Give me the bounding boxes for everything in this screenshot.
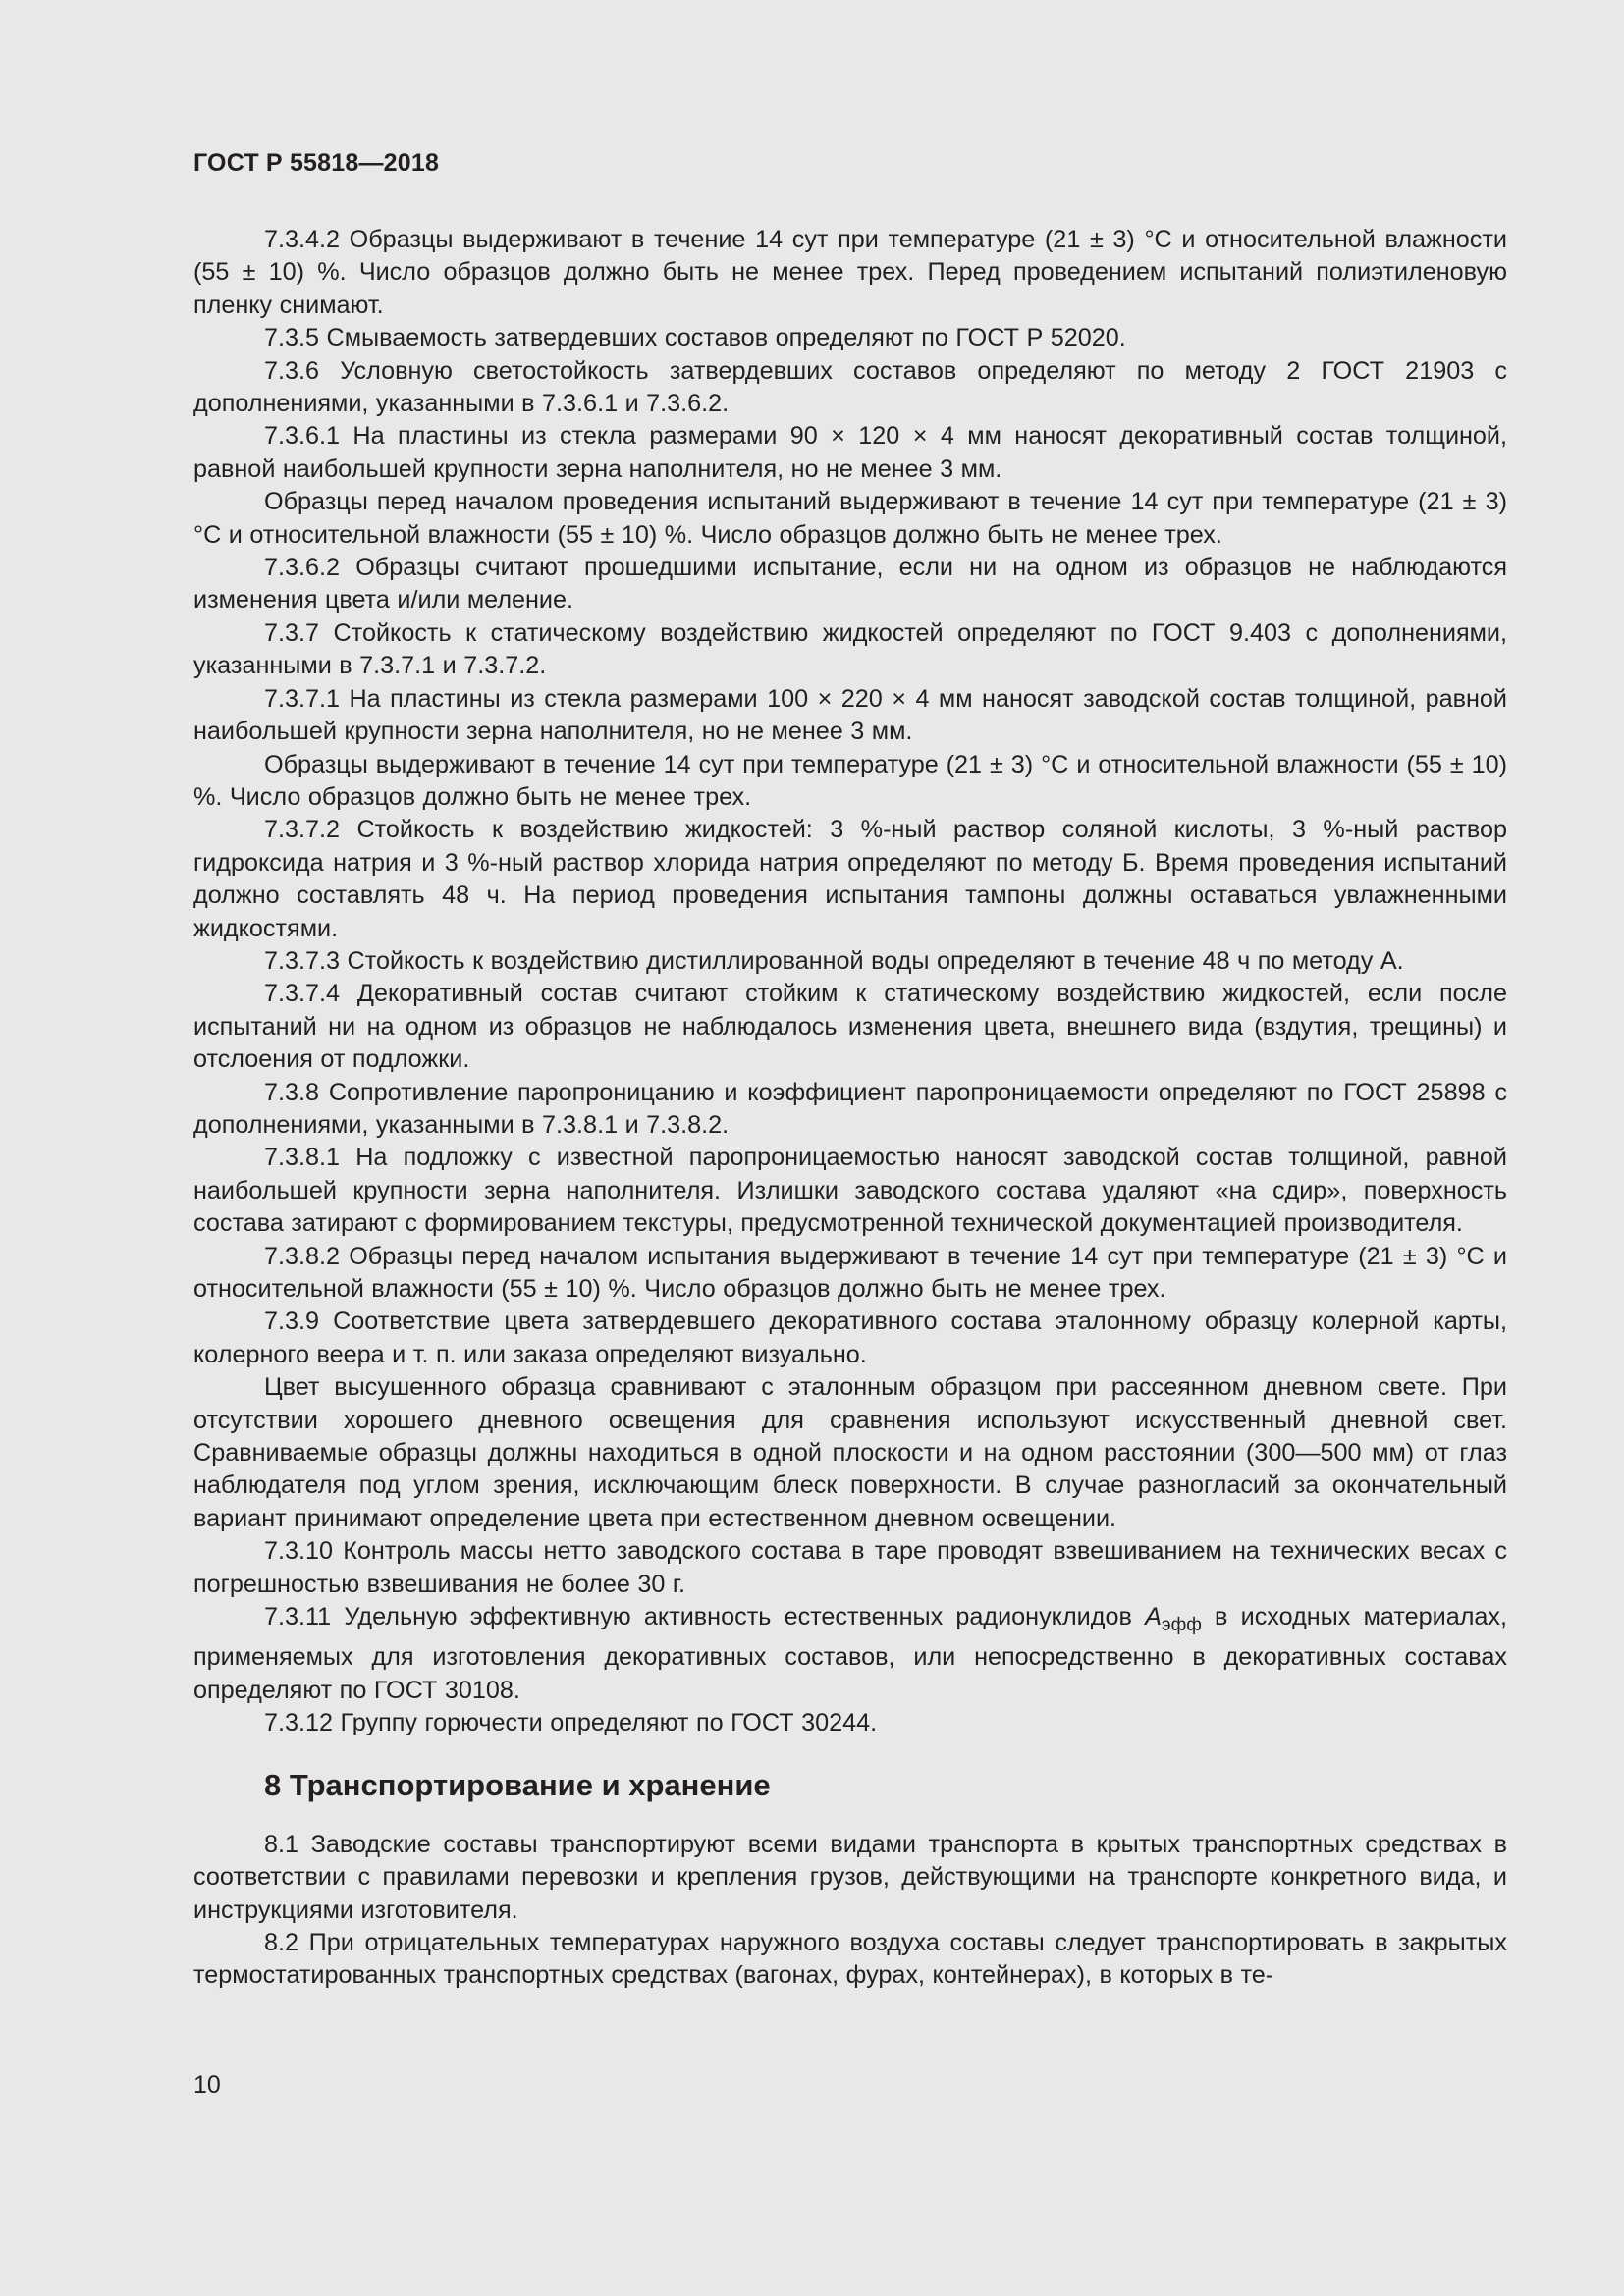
paragraph-7-3-7-1: 7.3.7.1 На пластины из стекла размерами 100 × 220 × 4 мм наносят заводской состав толщиной, равной наибольшей крупности зерна наполнителя, но не менее 3 мм. <box>193 684 1507 746</box>
paragraph-7-3-7-2: 7.3.7.2 Стойкость к воздействию жидкостей: 3 %-ный раствор соляной кислоты, 3 %-ный раствор гидроксида натрия и 3 %-ный раствор хлорида натрия определяют по методу Б. Время проведения испытаний должно составлять 48 ч. На период проведения испытания тампоны должны оставаться увлажненными жидкостями. <box>193 816 1507 942</box>
paragraph-7-3-7-1-samples: Образцы выдерживают в течение 14 сут при температуре (21 ± 3) °С и относительной влажности (55 ± 10) %. Число образцов должно быть не менее трех. <box>193 750 1507 811</box>
paragraph-7-3-10: 7.3.10 Контроль массы нетто заводского состава в таре проводят взвешиванием на технических весах с погрешностью взвешивания не более 30 г. <box>193 1537 1507 1598</box>
paragraph-7-3-8-2: 7.3.8.2 Образцы перед началом испытания выдерживают в течение 14 сут при температуре (21 ± 3) °С и относительной влажности (55 ± 10) %. Число образцов должно быть не менее трех. <box>193 1242 1507 1303</box>
paragraph-8-2: 8.2 При отрицательных температурах наружного воздуха составы следует транспортировать в закрытых термостатированных транспортных средствах (вагонах, фурах, контейнерах), в которых в те- <box>193 1928 1507 1990</box>
paragraph-7-3-7-3: 7.3.7.3 Стойкость к воздействию дистиллированной воды определяют в течение 48 ч по методу А. <box>264 946 1404 975</box>
paragraph-7-3-9: 7.3.9 Соответствие цвета затвердевшего декоративного состава эталонному образцу колерной карты, колерного веера и т. п. или заказа определяют визуально. <box>193 1308 1507 1368</box>
paragraph-7-3-12: 7.3.12 Группу горючести определяют по ГОСТ 30244. <box>264 1709 878 1737</box>
paragraph-7-3-8-1: 7.3.8.1 На подложку с известной паропроницаемостью наносят заводской состав толщиной, равной наибольшей крупности зерна наполнителя. Излишки заводского состава удаляют «на сдир», поверхность состава затирают с формированием текстуры, предусмотренной технической документацией производителя. <box>193 1144 1507 1238</box>
paragraph-8-1: 8.1 Заводские составы транспортируют всеми видами транспорта в крытых транспортных средствах в соответствии с правилами перевозки и крепления грузов, действующими на транспорте конкретного вида, и инструкциями изготовителя. <box>193 1830 1507 1924</box>
paragraph-7-3-7: 7.3.7 Стойкость к статическому воздействию жидкостей определяют по ГОСТ 9.403 с дополнениями, указанными в 7.3.7.1 и 7.3.7.2. <box>193 618 1507 680</box>
paragraph-7-3-11-rest: в исходных материалах, применяемых для изготовления декоративных составов, или непосредственно в декоративных составах определяют по ГОСТ 30108. <box>193 1603 1508 1704</box>
activity-subscript: эфф <box>1161 1615 1202 1636</box>
paragraph-7-3-6-1: 7.3.6.1 На пластины из стекла размерами 90 × 120 × 4 мм наносят декоративный состав толщиной, равной наибольшей крупности зерна наполнителя, но не менее 3 мм. <box>193 422 1507 483</box>
section-8-title: 8 Транспортирование и хранение <box>264 1767 771 1802</box>
paragraph-7-3-6-1-samples: Образцы перед началом проведения испытаний выдерживают в течение 14 сут при температуре (21 ± 3) °С и относительной влажности (55 ± 10) %. Число образцов должно быть не менее трех. <box>193 488 1507 549</box>
paragraph-7-3-7-4: 7.3.7.4 Декоративный состав считают стойким к статическому воздействию жидкостей, если после испытаний ни на одном из образцов не наблюдалось изменения цвета, внешнего вида (вздутия, трещины) и отслоения от подложки. <box>193 980 1507 1074</box>
paragraph-7-3-8: 7.3.8 Сопротивление паропроницанию и коэффициент паропроницаемости определяют по ГОСТ 25898 с дополнениями, указанными в 7.3.8.1 и 7.3.8.2. <box>193 1078 1507 1139</box>
paragraph-7-3-5: 7.3.5 Смываемость затвердевших составов определяют по ГОСТ Р 52020. <box>264 324 1126 352</box>
page-number: 10 <box>193 2071 221 2099</box>
document-body <box>193 224 1507 1993</box>
paragraph-7-3-6: 7.3.6 Условную светостойкость затвердевших составов определяют по методу 2 ГОСТ 21903 с дополнениями, указанными в 7.3.6.1 и 7.3.6.2. <box>193 356 1507 418</box>
paragraph-7-3-6-2: 7.3.6.2 Образцы считают прошедшими испытание, если ни на одном из образцов не наблюдаются изменения цвета и/или меление. <box>193 554 1507 614</box>
paragraph-7-3-4-2: 7.3.4.2 Образцы выдерживают в течение 14 сут при температуре (21 ± 3) °С и относительной влажности (55 ± 10) %. Число образцов должно быть не менее трех. Перед проведением испытаний полиэтиленовую пленку снимают. <box>193 226 1507 319</box>
paragraph-7-3-11-lead: 7.3.11 Удельную эффективную активность естественных радионуклидов <box>264 1603 1146 1631</box>
activity-symbol: A <box>1145 1603 1162 1631</box>
paragraph-7-3-11 <box>193 1601 1507 1707</box>
document-header: ГОСТ Р 55818—2018 <box>193 149 440 177</box>
paragraph-7-3-9-color: Цвет высушенного образца сравнивают с эталонным образцом при рассеянном дневном свете. При отсутствии хорошего дневного освещения для сравнения используют искусственный дневной свет. Сравниваемые образцы должны находиться в одной плоскости и на одном расстоянии (300—500 мм) от глаз наблюдателя под углом зрения, исключающим блеск поверхности. В случае разногласий за окончательный вариант принимают определение цвета при естественном дневном освещении. <box>193 1373 1507 1532</box>
